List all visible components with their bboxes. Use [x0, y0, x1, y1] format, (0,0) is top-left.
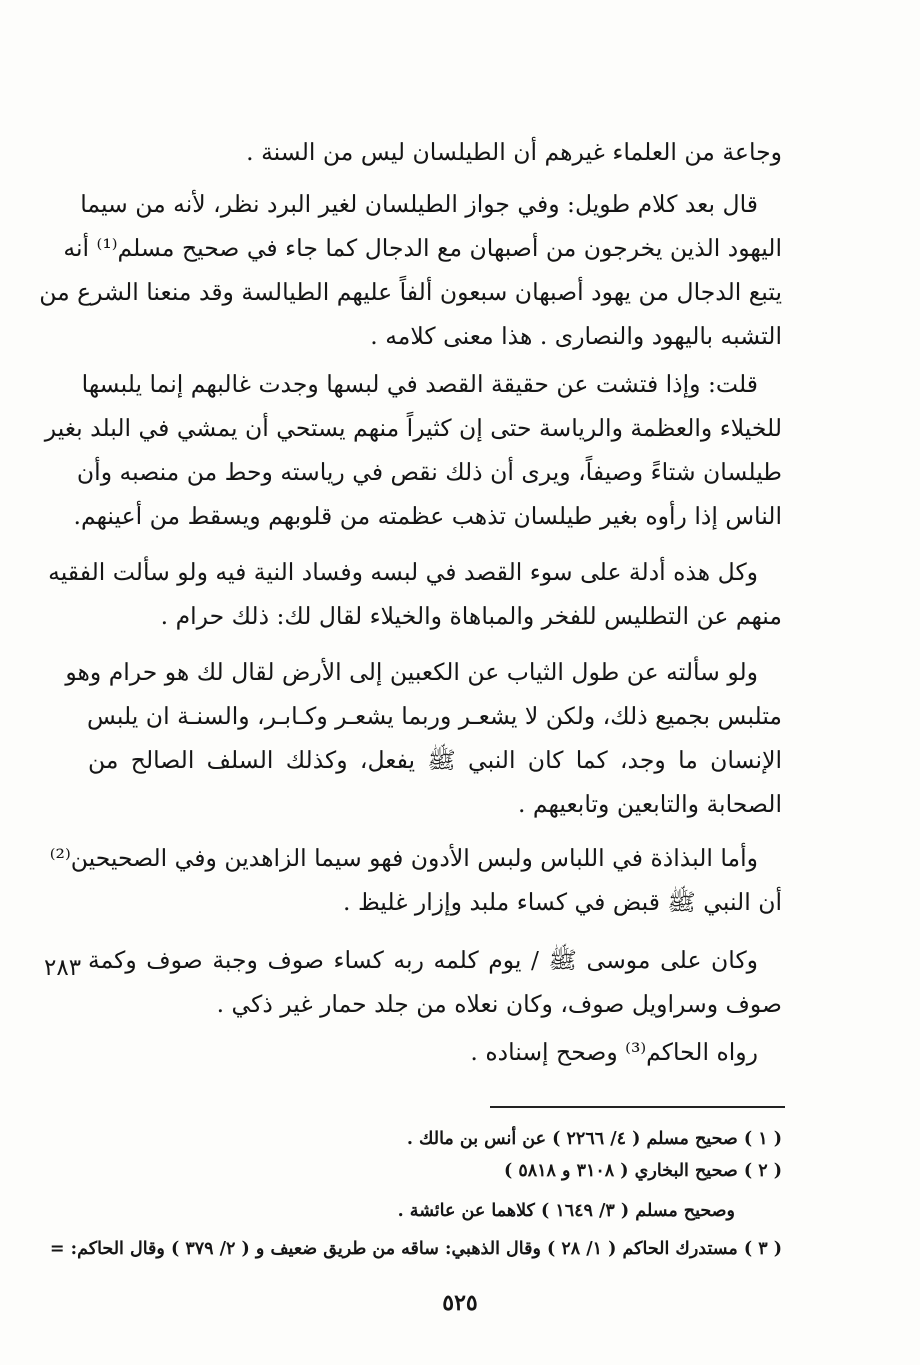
- footnote: ( ١ ) صحيح مسلم ( ٤/ ٢٢٦٦ ) عن أنس بن مالك .: [406, 1129, 782, 1149]
- text-line: وجاعة من العلماء غيرهم أن الطيلسان ليس من السنة .: [246, 138, 782, 166]
- text-line: صوف وسراويل صوف، وكان نعلاه من جلد حمار غير ذكي .: [216, 990, 782, 1018]
- footnote: ( ٢ ) صحيح البخاري ( ٣١٠٨ و ٥٨١٨ ): [503, 1161, 782, 1181]
- text-line: وكل هذه أدلة على سوء القصد في لبسه وفساد النية فيه ولو سألت الفقيه: [48, 558, 758, 586]
- text-line: أن النبي ﷺ قبض في كساء ملبد وإزار غليظ .: [343, 888, 782, 916]
- text-line: طيلسان شتاءً وصيفاً، ويرى أن ذلك نقص في رياسته وحط من منصبه وأن: [76, 458, 782, 486]
- text-line: الناس إذا رأوه بغير طيلسان تذهب عظمته من قلوبهم ويسقط من أعينهم.: [73, 502, 782, 530]
- footnote: ( ٣ ) مستدرك الحاكم ( ١/ ٢٨ ) وقال الذهبي: ساقه من طريق ضعيف و ( ٢/ ٣٧٩ ) وقال الحاكم: =: [49, 1239, 782, 1259]
- text-line: رواه الحاكم⁽³⁾ وصحح إسناده .: [470, 1038, 758, 1066]
- text-line: الإنسان ما وجد، كما كان النبي ﷺ يفعل، وكذلك السلف الصالح من: [88, 746, 782, 774]
- page-number: ٥٢٥: [442, 1290, 478, 1316]
- text-line: قلت: وإذا فتشت عن حقيقة القصد في لبسها وجدت غالبهم إنما يلبسها: [81, 370, 758, 398]
- text-line: قال بعد كلام طويل: وفي جواز الطيلسان لغير البرد نظر، لأنه من سيما: [80, 190, 758, 218]
- text-line: التشبه باليهود والنصارى . هذا معنى كلامه .: [370, 322, 782, 350]
- text-line: اليهود الذين يخرجون من أصبهان مع الدجال كما جاء في صحيح مسلم⁽¹⁾ أنه: [63, 234, 782, 262]
- text-line: منهم عن التطليس للفخر والمباهاة والخيلاء لقال لك: ذلك حرام .: [160, 602, 782, 630]
- footnote: وصحيح مسلم ( ٣/ ١٦٤٩ ) كلاهما عن عائشة .: [397, 1201, 735, 1221]
- text-line: وكان على موسى ﷺ / يوم كلمه ربه كساء صوف وجبة صوف وكمة: [88, 946, 758, 974]
- text-line: للخيلاء والعظمة والرياسة حتى إن كثيراً منهم يستحي أن يمشي في البلد بغير: [44, 414, 782, 442]
- text-line: وأما البذاذة في اللباس ولبس الأدون فهو سيما الزاهدين وفي الصحيحين⁽²⁾: [49, 844, 758, 872]
- text-line: يتبع الدجال من يهود أصبهان سبعون ألفاً عليهم الطيالسة وقد منعنا الشرع من: [39, 278, 782, 306]
- text-line: الصحابة والتابعين وتابعيهم .: [517, 790, 782, 818]
- text-line: ولو سألته عن طول الثياب عن الكعبين إلى الأرض لقال لك هو حرام وهو: [65, 658, 758, 686]
- footnote-separator: [490, 1106, 785, 1108]
- margin-page-marker: ٢٨٣: [44, 955, 82, 981]
- text-line: متلبس بجميع ذلك، ولكن لا يشعـر وربما يشعـر وكـابـر، والسنـة ان يلبس: [86, 702, 782, 730]
